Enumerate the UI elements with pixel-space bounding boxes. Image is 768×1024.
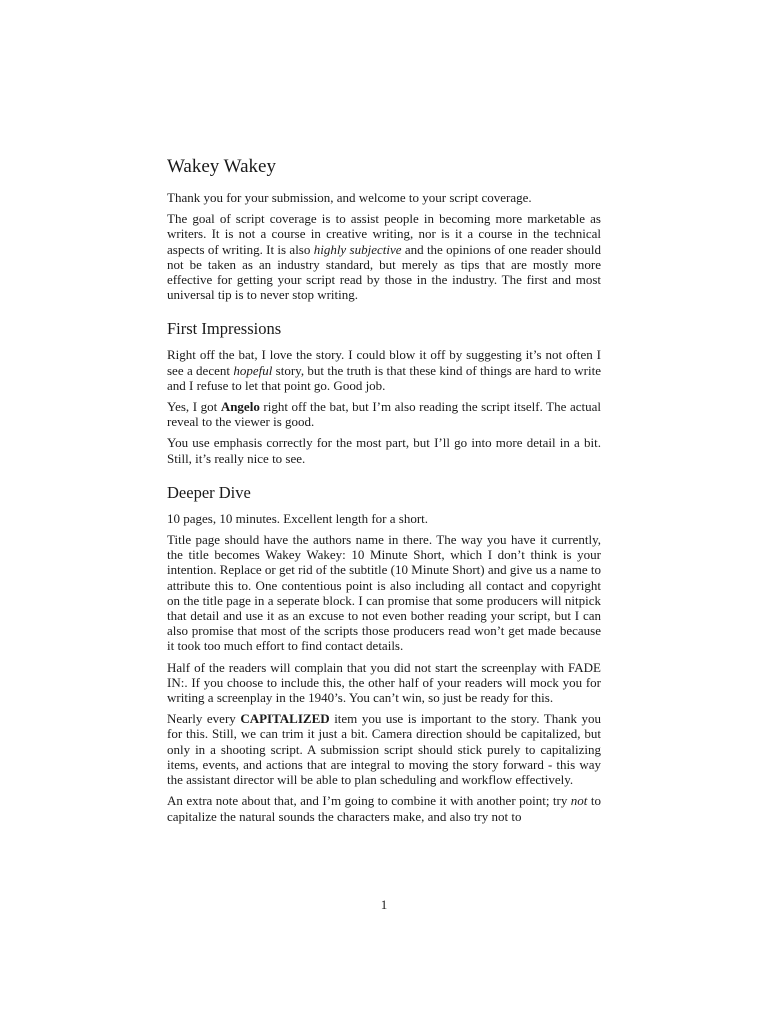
deeper-dive-paragraph-5 [167,793,601,823]
page-number: 1 [380,897,388,912]
deeper-dive-paragraph-3: Half of the readers will complain that you did not start the screenplay with FADE IN:. If you choose to include this, the other half of your readers will mock you for writing a screenplay in the 1940’s. You can’t win, so just be ready for this. [167,659,601,706]
deeper-dive-paragraph-4 [167,711,601,787]
first-impressions-paragraph-3: You use emphasis correctly for the most part, but I’ll go into more detail in a bit. Still, it’s really nice to see. [167,435,601,466]
emphasis-text: hopeful [233,362,273,378]
text-span: to capitalize the natural sounds the characters make, and also try not to [167,793,601,824]
document-page [167,155,601,830]
text-span: The goal of script coverage is to assist people in becoming more marketable as writers. It is not a course in creative writing, nor is it a course in the technical aspects of writing. It is also [167,211,601,257]
text-span: An extra note about that, and I’m going to combine it with another point; try [167,793,571,809]
text-span: right off the bat, but I’m also reading the script itself. The actual reveal to the viewer is good. [167,399,601,430]
section-heading-deeper-dive: Deeper Dive [167,482,251,502]
text-span: Right off the bat, I love the story. I could blow it off by suggesting it’s not often I see a decent [167,347,601,378]
text-span: and the opinions of one reader should not be taken as an industry standard, but merely as tips that are mostly more effective for getting your script read by those in the industry. The first and most universal tip is to never stop writing. [167,241,601,303]
document-title: Wakey Wakey [167,156,276,177]
text-span: story, but the truth is that these kind of things are hard to write and I refuse to let that point go. Good job. [167,362,601,393]
section-heading-first-impressions: First Impressions [167,319,282,339]
strong-text: Angelo [220,399,260,415]
text-span: Yes, I got [167,399,221,415]
emphasis-text: not [570,793,588,809]
deeper-dive-paragraph-2: Title page should have the authors name in there. The way you have it currently, the title becomes Wakey Wakey: 10 Minute Short, which I don’t think is your intention. Replace or get rid of the subtitle (10 Minute Short) and give us a name to attribute this to. One contentious point is also including all contact and copyright on the title page in a seperate block. I can promise that some producers will nitpick that detail and use it as an excuse to not even bother reading your script, but I can also promise that most of the scripts those producers read won’t get made because it took too much effort to find contact details. [167,532,601,654]
intro-paragraph-2 [167,211,601,302]
text-span: item you use is important to the story. Thank you for this. Still, we can trim it just a bit. Camera direction should be capitalized, but only in a shooting script. A submission script should stick purely to capitalizing items, events, and actions that are integral to moving the story forward - this way the assistant director will be able to plan scheduling and workflow effectively. [167,711,601,788]
emphasis-text: highly subjective [313,241,402,257]
text-span: Nearly every [167,711,241,727]
intro-paragraph-1: Thank you for your submission, and welcome to your script coverage. [167,190,532,205]
first-impressions-paragraph-2 [167,399,601,429]
strong-text: CAPITALIZED [240,711,330,727]
deeper-dive-paragraph-1: 10 pages, 10 minutes. Excellent length for a short. [167,510,429,526]
first-impressions-paragraph-1 [167,347,601,393]
